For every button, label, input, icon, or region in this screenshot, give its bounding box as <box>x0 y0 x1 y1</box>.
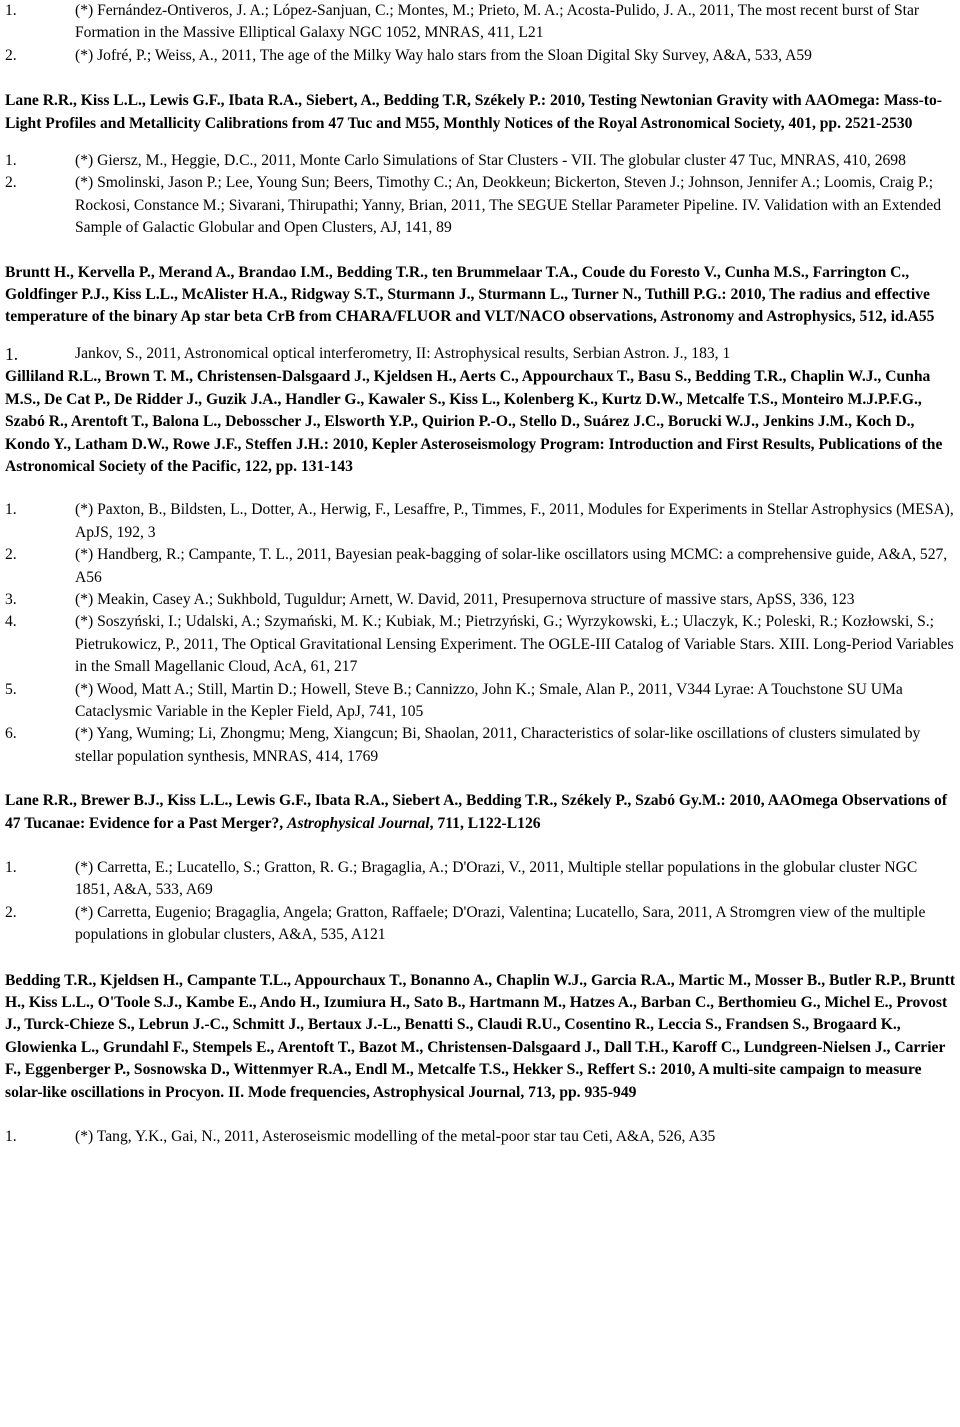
list-item <box>5 150 956 172</box>
item-number: 2. <box>5 174 17 192</box>
paper-heading: Bruntt H., Kervella P., Merand A., Brandao I.M., Bedding T.R., ten Brummelaar T.A., Coude du Foresto V., Cunha M.S., Farrington C., Goldfinger P.J., Kiss L.L., McAlister H.A., Ridgway S.T., Sturmann J., Sturmann L., Turner N., Tuthill P.G.: 2010, The radius and effective temperature of the binary Ap star beta CrB from CHARA/FLUOR and VLT/NACO observations, Astronomy and Astrophysics, 512, id.A55 <box>5 263 935 326</box>
citing-reference: (*) Wood, Matt A.; Still, Martin D.; Howell, Steve B.; Cannizzo, John K.; Smale, Alan P., 2011, V344 Lyrae: A Touchstone SU UMa Cataclysmic Variable in the Kepler Field, ApJ, 741, 105 <box>75 680 903 720</box>
paper-heading: Lane R.R., Kiss L.L., Lewis G.F., Ibata R.A., Siebert, A., Bedding T.R, Székely P.: 2010, Testing Newtonian Gravity with AAOmega: Mass-to-Light Profiles and Metallicity Calibrations from 47 Tuc and M55, Monthly Notices of the Royal Astronomical Society, 401, pp. 2521-2530 <box>5 92 942 132</box>
paper-heading <box>5 790 956 835</box>
citing-reference: Jankov, S., 2011, Astronomical optical interferometry, II: Astrophysical results, Serbian Astron. J., 183, 1 <box>75 344 731 362</box>
item-number: 4. <box>5 613 17 631</box>
citing-reference: (*) Smolinski, Jason P.; Lee, Young Sun; Beers, Timothy C.; An, Deokkeun; Bickerton, Steven J.; Johnson, Jennifer A.; Loomis, Craig P.; Rockosi, Constance M.; Sivarani, Thirupathi; Yanny, Brian, 2011, The SEGUE Stellar Parameter Pipeline. IV. Validation with an Extended Sample of Galactic Globular and Open Clusters, AJ, 141, 89 <box>75 174 942 237</box>
list-item <box>5 499 956 544</box>
item-number: 2. <box>5 46 17 64</box>
item-number: 6. <box>5 725 17 743</box>
list-item <box>5 343 956 365</box>
paper-heading: Gilliland R.L., Brown T. M., Christensen-Dalsgaard J., Kjeldsen H., Aerts C., Appourchaux T., Basu S., Bedding T.R., Chaplin W.J., Cunha M.S., De Cat P., De Ridder J., Guzik J.A., Handler G., Kawaler S., Kiss L., Kolenberg K., Kurtz D.W., Metcalfe T.S., Monteiro M.J.P.F.G., Szabó R., Arentoft T., Balona L., Debosscher J., Elsworth Y.P., Quirion P.-O., Stello D., Suárez J.C., Borucki W.J., Jenkins J.M., Koch D., Kondo Y., Latham D.W., Rowe J.F., Steffen J.H.: 2010, Kepler Asteroseismology Program: Introduction and First Results, Publications of the Astronomical Society of the Pacific, 122, pp. 131-143 <box>5 368 943 475</box>
list-item <box>5 45 956 67</box>
citing-list <box>5 150 956 240</box>
list-item <box>5 544 956 589</box>
citing-list <box>5 857 956 947</box>
item-number: 1. <box>5 2 17 19</box>
citing-reference: (*) Carretta, Eugenio; Bragaglia, Angela; Gratton, Raffaele; D'Orazi, Valentina; Lucatello, Sara, 2011, A Stromgren view of the multiple populations in globular clusters, A&A, 535, A121 <box>75 903 926 944</box>
item-number: 5. <box>5 680 17 698</box>
item-number: 3. <box>5 590 17 608</box>
list-item <box>5 172 956 239</box>
citing-reference: (*) Fernández-Ontiveros, J. A.; López-Sanjuan, C.; Montes, M.; Prieto, M. A.; Acosta-Pulido, J. A., 2011, The most recent burst of Star Formation in the Massive Elliptical Galaxy NGC 1052, MNRAS, 411, L21 <box>75 2 920 42</box>
item-number: 1. <box>5 343 19 364</box>
heading-text: Lane R.R., Brewer B.J., Kiss L.L., Lewis G.F., Ibata R.A., Siebert A., Bedding T.R., Székely P., Szabó Gy.M.: 2010, AAOmega Observations of 47 Tucanae: Evidence for a Past Merger?, <box>5 792 948 832</box>
citing-reference: (*) Soszyński, I.; Udalski, A.; Szymański, M. K.; Kubiak, M.; Pietrzyński, G.; Wyrzykowski, Ł.; Ulaczyk, K.; Poleski, R.; Kozłowski, S.; Pietrukowicz, P., 2011, The Optical Gravitational Lensing Experiment. The OGLE-III Catalog of Variable Stars. XIII. Long-Period Variables in the Small Magellanic Cloud, AcA, 61, 217 <box>75 613 954 676</box>
journal-name: Astrophysical Journal <box>287 814 430 832</box>
list-item <box>5 857 956 902</box>
citing-reference: (*) Carretta, E.; Lucatello, S.; Gratton, R. G.; Bragaglia, A.; D'Orazi, V., 2011, Multiple stellar populations in the globular cluster NGC 1851, A&A, 533, A69 <box>75 859 918 899</box>
citing-reference: (*) Yang, Wuming; Li, Zhongmu; Meng, Xiangcun; Bi, Shaolan, 2011, Characteristics of solar-like oscillations of clusters simulated by stellar population synthesis, MNRAS, 414, 1769 <box>75 725 921 765</box>
citing-list <box>5 499 956 768</box>
list-item <box>5 611 956 678</box>
list-item <box>5 589 956 611</box>
citing-list <box>5 1126 956 1148</box>
list-item <box>5 0 956 45</box>
item-number: 2. <box>5 903 17 921</box>
item-number: 1. <box>5 152 17 170</box>
citing-reference: (*) Giersz, M., Heggie, D.C., 2011, Monte Carlo Simulations of Star Clusters - VII. The globular cluster 47 Tuc, MNRAS, 410, 2698 <box>75 152 906 170</box>
citing-reference: (*) Handberg, R.; Campante, T. L., 2011, Bayesian peak-bagging of solar-like oscillators using MCMC: a comprehensive guide, A&A, 527, A56 <box>75 546 948 586</box>
citing-reference: (*) Tang, Y.K., Gai, N., 2011, Asteroseismic modelling of the metal-poor star tau Ceti, A&A, 526, A35 <box>75 1128 716 1146</box>
list-item <box>5 902 956 947</box>
list-item <box>5 723 956 768</box>
item-number: 1. <box>5 859 17 876</box>
item-number: 2. <box>5 546 17 564</box>
item-number: 1. <box>5 501 17 519</box>
citing-reference: (*) Jofré, P.; Weiss, A., 2011, The age of the Milky Way halo stars from the Sloan Digital Sky Survey, A&A, 533, A59 <box>75 46 812 64</box>
heading-text: , 711, L122-L126 <box>429 814 541 832</box>
list-item <box>5 679 956 724</box>
citing-reference: (*) Paxton, B., Bildsten, L., Dotter, A., Herwig, F., Lesaffre, P., Timmes, F., 2011, Modules for Experiments in Stellar Astrophysics (MESA), ApJS, 192, 3 <box>75 501 954 541</box>
citation-document <box>5 0 956 1148</box>
paper-heading: Bedding T.R., Kjeldsen H., Campante T.L., Appourchaux T., Bonanno A., Chaplin W.J., Garcia R.A., Martic M., Mosser B., Butler R.P., Bruntt H., Kiss L.L., O'Toole S.J., Kambe E., Ando H., Izumiura H., Sato B., Hartmann M., Hatzes A., Barban C., Berthomieu G., Michel E., Provost J., Turck-Chieze S., Lebrun J.-C., Schmitt J., Bertaux J.-L., Benatti S., Claudi R.U., Cosentino R., Leccia S., Frandsen S., Brogaard K., Glowienka L., Grundahl F., Stempels E., Arentoft T., Bazot M., Christensen-Dalsgaard J., Dall T.H., Karoff C., Lundgreen-Nielsen J., Carrier F., Eggenberger P., Sosnowska D., Wittenmyer R.A., Endl M., Metcalfe T.S., Hekker S., Reffert S.: 2010, A multi-site campaign to measure solar-like oscillations in Procyon. II. Mode frequencies, Astrophysical Journal, 713, pp. 935-949 <box>5 971 956 1101</box>
citing-list-top <box>5 0 956 67</box>
item-number: 1. <box>5 1128 17 1146</box>
citing-list <box>5 343 956 365</box>
citing-reference: (*) Meakin, Casey A.; Sukhbold, Tuguldur; Arnett, W. David, 2011, Presupernova structure of massive stars, ApSS, 336, 123 <box>75 590 855 608</box>
list-item <box>5 1126 956 1148</box>
